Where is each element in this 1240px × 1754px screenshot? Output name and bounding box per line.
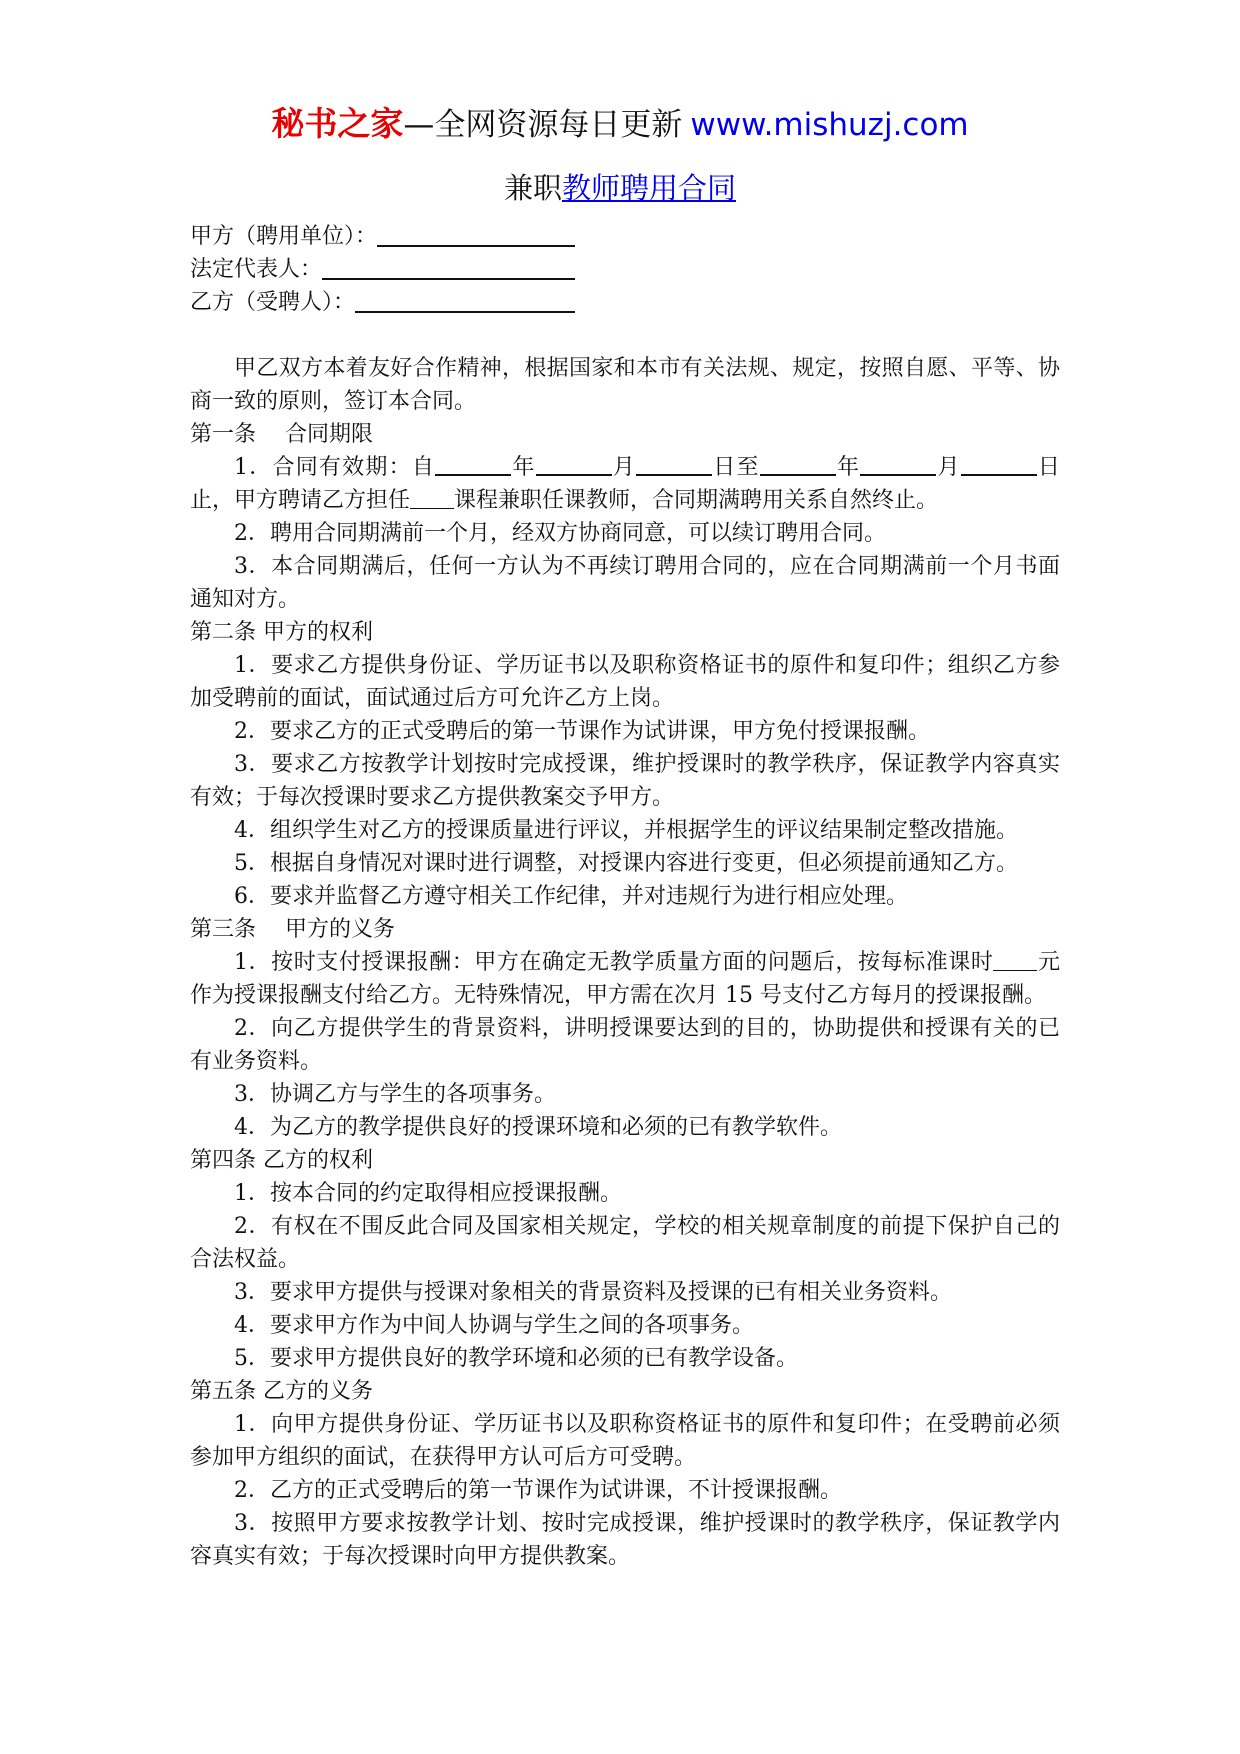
clause-text: 元作为授课报酬支付给乙方。无特殊情况，甲方需在次月 15 号支付乙方每月的授课报酬。 xyxy=(190,950,1060,1008)
clause xyxy=(190,451,1060,517)
clause: 2．乙方的正式受聘后的第一节课作为试讲课，不计授课报酬。 xyxy=(234,1478,842,1503)
party-line xyxy=(190,286,575,319)
fill-in-blank xyxy=(536,454,612,476)
clause-text: 1．合同有效期：自 xyxy=(234,455,436,480)
clause: 1．向甲方提供身份证、学历证书以及职称资格证书的原件和复印件；在受聘前必须参加甲方组织的面试，在获得甲方认可后方可受聘。 xyxy=(190,1412,1060,1470)
clause-text: 年 xyxy=(835,455,861,480)
fill-in-blank xyxy=(860,454,936,476)
parties xyxy=(190,220,575,319)
fill-in-blank xyxy=(435,454,511,476)
article-heading: 第四条 乙方的权利 xyxy=(190,1148,373,1173)
fill-in-blank xyxy=(993,950,1037,971)
clause: 2．要求乙方的正式受聘后的第一节课作为试讲课，甲方免付授课报酬。 xyxy=(234,719,930,744)
document-title xyxy=(0,166,1240,210)
party-line xyxy=(190,220,575,253)
clause: 4．为乙方的教学提供良好的授课环境和必须的已有教学软件。 xyxy=(234,1115,842,1140)
clause-text: 月 xyxy=(936,455,961,480)
fill-in-blank xyxy=(961,454,1037,476)
clause: 6．要求并监督乙方遵守相关工作纪律，并对违规行为进行相应处理。 xyxy=(234,884,908,909)
clause-text: 月 xyxy=(611,455,637,480)
clause: 3．要求乙方按教学计划按时完成授课，维护授课时的教学秩序，保证教学内容真实有效；于每次授课时要求乙方提供教案交予甲方。 xyxy=(190,752,1060,810)
title-prefix: 兼职 xyxy=(503,171,562,205)
intro-paragraph: 甲乙双方本着友好合作精神，根据国家和本市有关法规、规定，按照自愿、平等、协商一致的原则，签订本合同。 xyxy=(190,356,1060,414)
contract-body xyxy=(190,418,1060,1573)
signature-blank xyxy=(355,287,575,313)
article-heading: 第二条 甲方的权利 xyxy=(190,620,373,645)
clause: 1．要求乙方提供身份证、学历证书以及职称资格证书的原件和复印件；组织乙方参加受聘前的面试，面试通过后方可允许乙方上岗。 xyxy=(190,653,1060,711)
clause-text: 年 xyxy=(511,455,536,480)
clause: 2．向乙方提供学生的背景资料，讲明授课要达到的目的，协助提供和授课有关的已有业务资料。 xyxy=(190,1016,1060,1074)
signature-blank xyxy=(377,221,575,247)
site-url-link[interactable]: www.mishuzj.com xyxy=(690,107,969,143)
title-link[interactable]: 教师聘用合同 xyxy=(562,171,737,205)
clause: 3．本合同期满后，任何一方认为不再续订聘用合同的，应在合同期满前一个月书面通知对方。 xyxy=(190,554,1060,612)
party-label: 法定代表人： xyxy=(190,257,323,282)
article-heading: 第五条 乙方的义务 xyxy=(190,1379,373,1404)
article-heading: 第一条 合同期限 xyxy=(190,422,373,447)
clause: 5．根据自身情况对课时进行调整，对授课内容进行变更，但必须提前通知乙方。 xyxy=(234,851,1018,876)
clause-text: 日至 xyxy=(712,455,760,480)
fill-in-blank xyxy=(760,454,836,476)
blank-line xyxy=(190,319,1060,352)
article-heading: 第三条 甲方的义务 xyxy=(190,917,395,942)
clause: 3．按照甲方要求按教学计划、按时完成授课，维护授课时的教学秩序，保证教学内容真实有效；于每次授课时向甲方提供教案。 xyxy=(190,1511,1060,1569)
site-tagline: —全网资源每日更新 xyxy=(403,107,683,143)
fill-in-blank xyxy=(410,488,454,509)
clause: 1．按本合同的约定取得相应授课报酬。 xyxy=(234,1181,622,1206)
contract-content xyxy=(190,220,1060,1573)
clause-text: 日止，甲方聘请乙方担任 xyxy=(190,455,1060,513)
clause: 2．聘用合同期满前一个月，经双方协商同意，可以续订聘用合同。 xyxy=(234,521,886,546)
signature-blank xyxy=(322,254,575,280)
fill-in-blank xyxy=(636,454,712,476)
clause: 3．要求甲方提供与授课对象相关的背景资料及授课的已有相关业务资料。 xyxy=(234,1280,952,1305)
clause: 4．组织学生对乙方的授课质量进行评议，并根据学生的评议结果制定整改措施。 xyxy=(234,818,1018,843)
party-label: 乙方（受聘人）： xyxy=(190,290,356,315)
clause xyxy=(190,946,1060,1012)
party-line xyxy=(190,253,575,286)
clause: 3．协调乙方与学生的各项事务。 xyxy=(234,1082,556,1107)
clause-text: 课程兼职任课教师，合同期满聘用关系自然终止。 xyxy=(454,488,939,513)
clause: 2．有权在不围反此合同及国家相关规定，学校的相关规章制度的前提下保护自己的合法权益。 xyxy=(190,1214,1060,1272)
clause: 5．要求甲方提供良好的教学环境和必须的已有教学设备。 xyxy=(234,1346,798,1371)
party-label: 甲方（聘用单位）： xyxy=(190,224,378,249)
clause: 4．要求甲方作为中间人协调与学生之间的各项事务。 xyxy=(234,1313,754,1338)
clause-text: 1．按时支付授课报酬：甲方在确定无教学质量方面的问题后，按每标准课时 xyxy=(234,950,994,975)
site-brand: 秘书之家 xyxy=(271,104,404,143)
site-header xyxy=(0,100,1240,148)
